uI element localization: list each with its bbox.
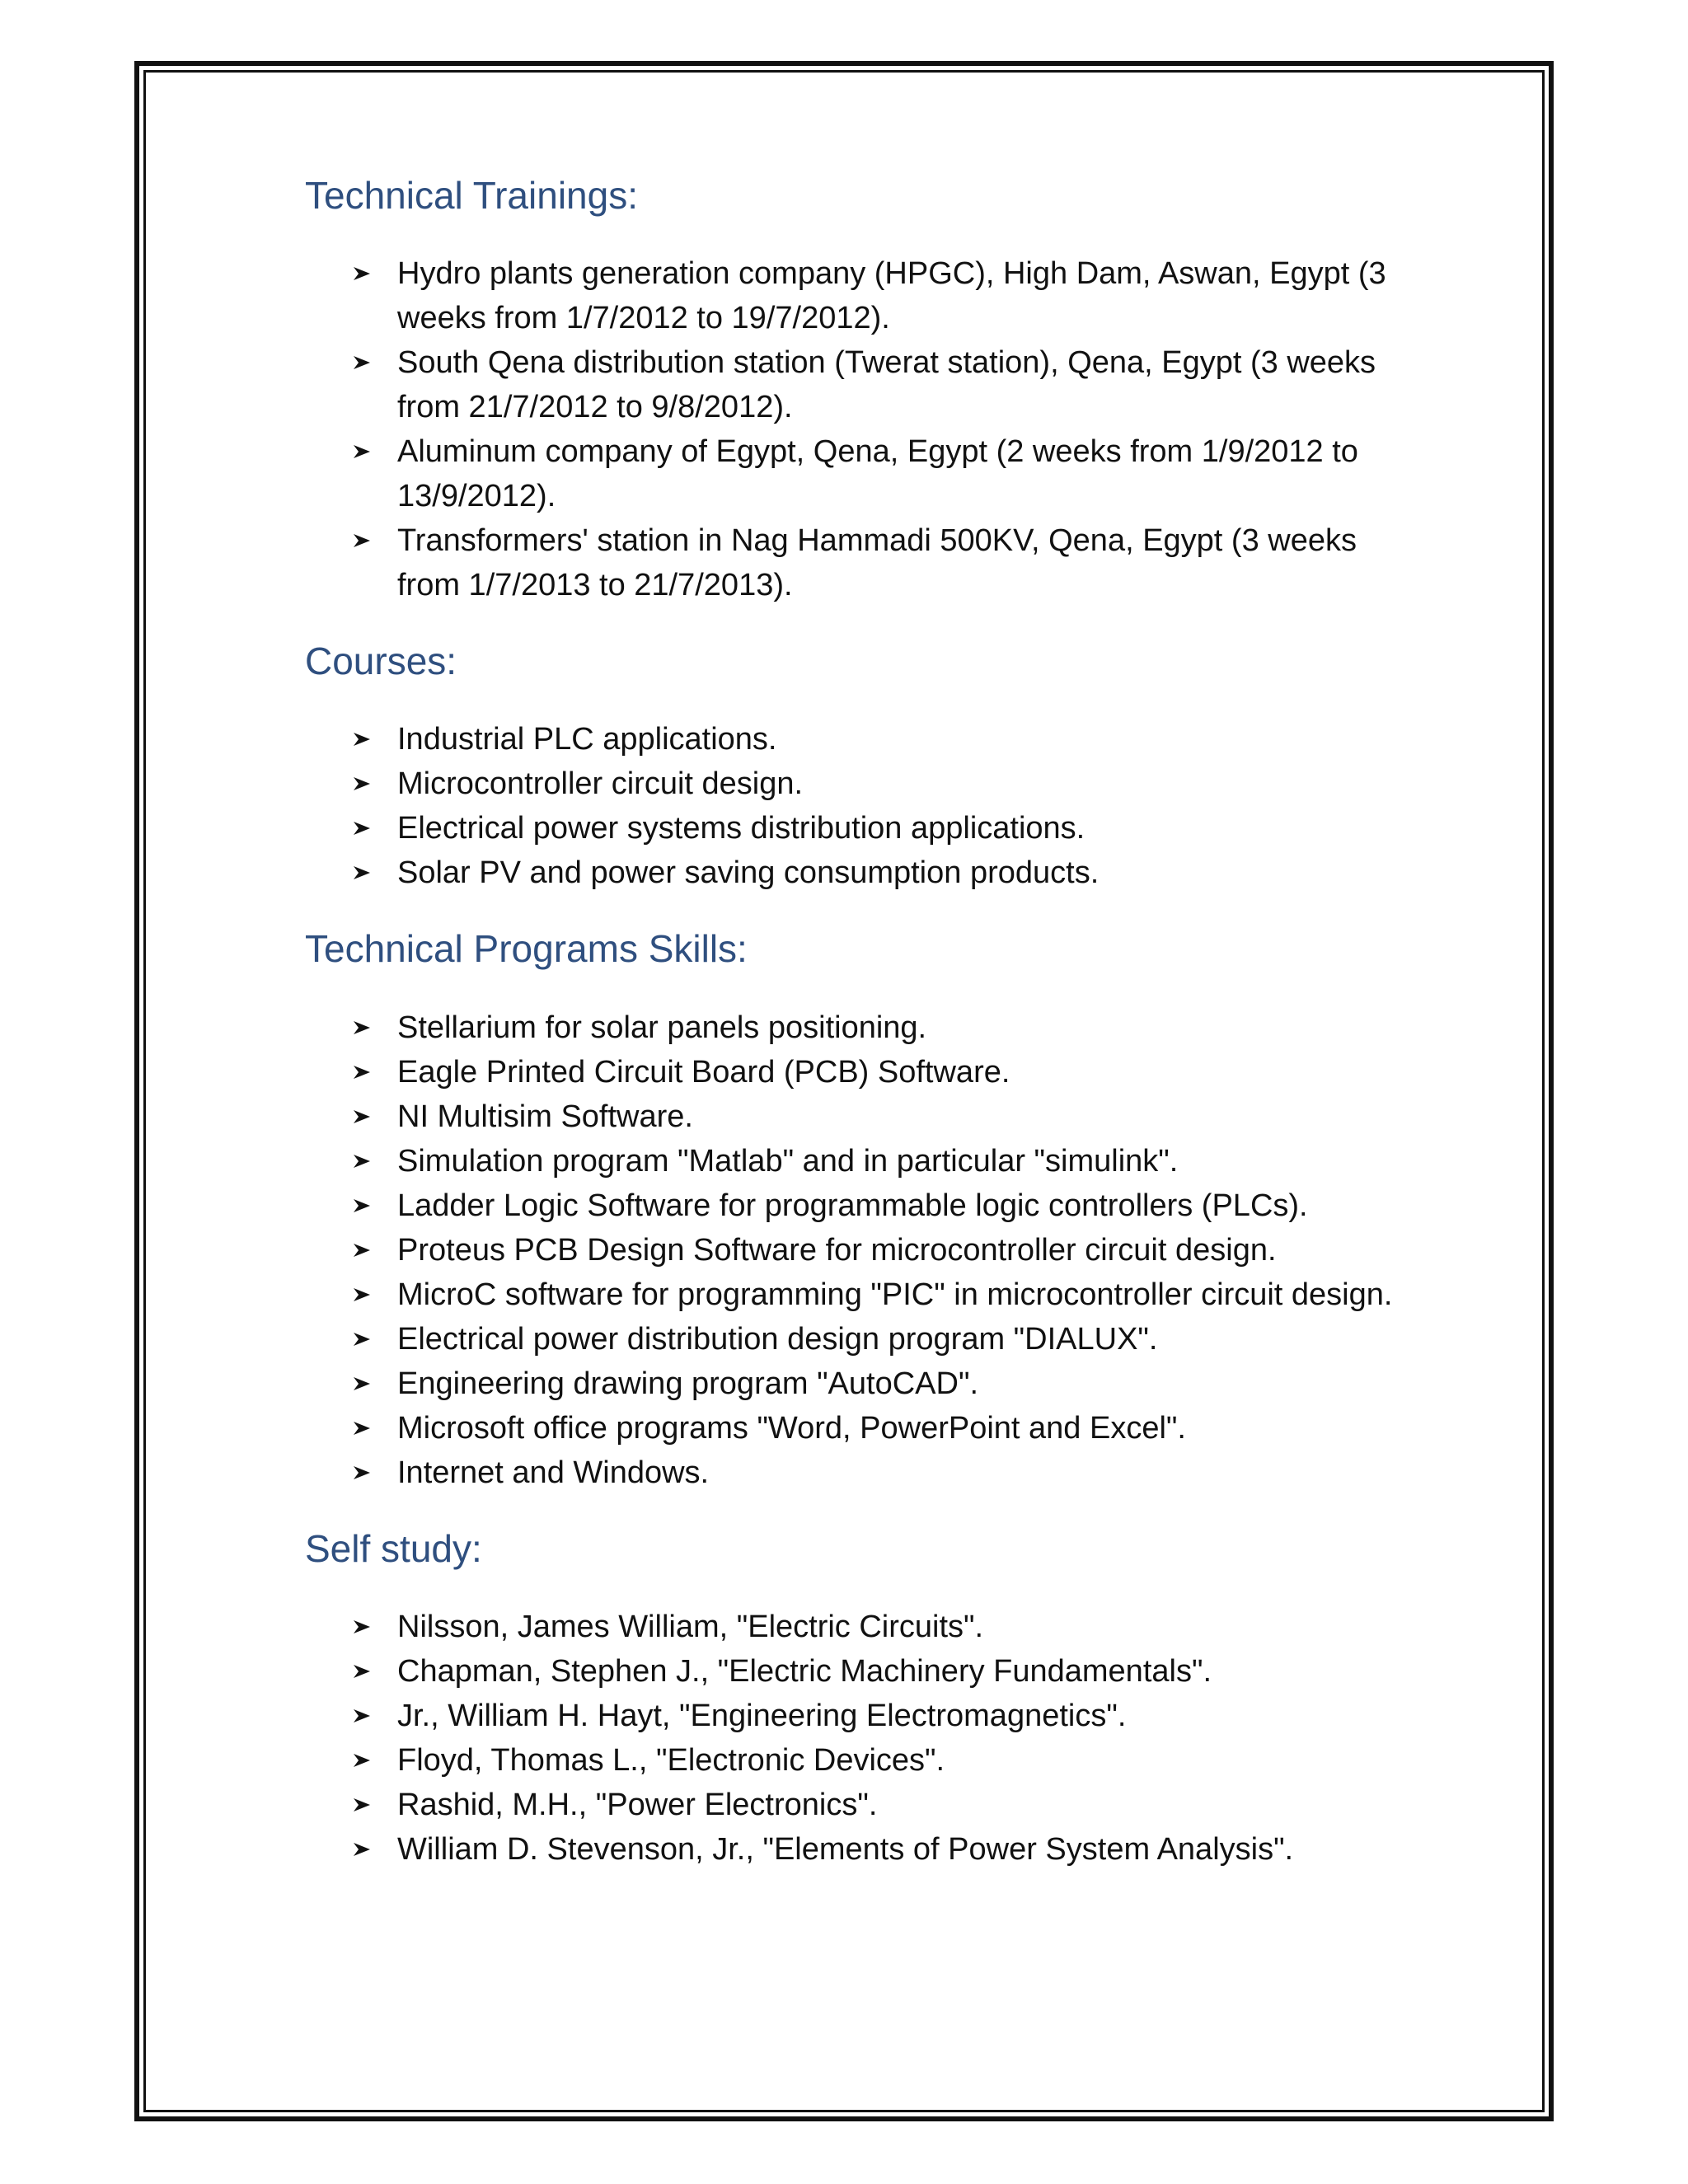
arrow-bullet-icon — [349, 851, 374, 895]
list-item-text: Ladder Logic Software for programmable logic controllers (PLCs). — [397, 1188, 1308, 1223]
courses-section — [305, 639, 1409, 895]
arrow-bullet-icon — [349, 1694, 374, 1738]
list-item-text: Simulation program "Matlab" and in particular "simulink". — [397, 1143, 1179, 1179]
list-item-text: Industrial PLC applications. — [397, 722, 777, 757]
list-item — [397, 717, 1409, 762]
arrow-bullet-icon — [349, 1361, 374, 1406]
technical-programs-skills-heading: Technical Programs Skills: — [305, 927, 748, 971]
list-item-text: South Qena distribution station (Twerat station), Qena, Egypt (3 weeks from 21/7/2012 to 9/8/2012). — [397, 345, 1376, 425]
list-item — [397, 1050, 1409, 1094]
list-item-text: Internet and Windows. — [397, 1455, 710, 1490]
list-item — [397, 1605, 1409, 1649]
technical-trainings-heading: Technical Trainings: — [305, 174, 638, 217]
list-item-text: Electrical power distribution design program "DIALUX". — [397, 1321, 1158, 1357]
arrow-bullet-icon — [349, 1228, 374, 1272]
technical-programs-skills-section — [305, 926, 1409, 1494]
list-item — [397, 429, 1409, 518]
arrow-bullet-icon — [349, 806, 374, 851]
list-item-text: Microcontroller circuit design. — [397, 766, 804, 802]
arrow-bullet-icon — [349, 1272, 374, 1317]
arrow-bullet-icon — [349, 1649, 374, 1694]
technical-trainings-section — [305, 173, 1409, 607]
list-item — [397, 1139, 1409, 1183]
list-item-text: Nilsson, James William, "Electric Circuits". — [397, 1609, 984, 1644]
list-item-text: Hydro plants generation company (HPGC), High Dam, Aswan, Egypt (3 weeks from 1/7/2012 to 19/7/2012). — [397, 256, 1386, 336]
list-item-text: William D. Stevenson, Jr., "Elements of Power System Analysis". — [397, 1831, 1294, 1867]
list-item — [397, 1451, 1409, 1495]
list-item — [397, 1406, 1409, 1451]
list-item — [397, 806, 1409, 851]
self-study-heading: Self study: — [305, 1526, 482, 1570]
arrow-bullet-icon — [349, 251, 374, 296]
list-item — [397, 340, 1409, 429]
list-item-text: Transformers' station in Nag Hammadi 500KV, Qena, Egypt (3 weeks from 1/7/2013 to 21/7/2013). — [397, 523, 1357, 603]
arrow-bullet-icon — [349, 1827, 374, 1872]
technical-programs-skills-list — [305, 1005, 1409, 1495]
technical-trainings-list — [305, 251, 1409, 607]
arrow-bullet-icon — [349, 1183, 374, 1228]
list-item — [397, 1827, 1409, 1872]
arrow-bullet-icon — [349, 1005, 374, 1050]
list-item — [397, 762, 1409, 806]
arrow-bullet-icon — [349, 1139, 374, 1183]
list-item-text: Aluminum company of Egypt, Qena, Egypt (2 weeks from 1/9/2012 to 13/9/2012). — [397, 434, 1358, 514]
list-item-text: Eagle Printed Circuit Board (PCB) Software. — [397, 1054, 1010, 1090]
list-item — [397, 1649, 1409, 1694]
list-item — [397, 1183, 1409, 1228]
arrow-bullet-icon — [349, 1317, 374, 1361]
list-item — [397, 1005, 1409, 1050]
self-study-list — [305, 1605, 1409, 1872]
list-item — [397, 1272, 1409, 1317]
list-item — [397, 1361, 1409, 1406]
list-item-text: Electrical power systems distribution applications. — [397, 811, 1085, 846]
list-item-text: Solar PV and power saving consumption products. — [397, 855, 1100, 891]
arrow-bullet-icon — [349, 1406, 374, 1451]
arrow-bullet-icon — [349, 1050, 374, 1094]
list-item — [397, 1094, 1409, 1139]
list-item-text: Stellarium for solar panels positioning. — [397, 1010, 927, 1045]
list-item — [397, 1228, 1409, 1272]
arrow-bullet-icon — [349, 1451, 374, 1495]
list-item — [397, 251, 1409, 340]
list-item-text: Chapman, Stephen J., "Electric Machinery Fundamentals". — [397, 1653, 1212, 1689]
arrow-bullet-icon — [349, 762, 374, 806]
list-item — [397, 1317, 1409, 1361]
list-item — [397, 1783, 1409, 1827]
list-item — [397, 851, 1409, 895]
list-item-text: Floyd, Thomas L., "Electronic Devices". — [397, 1742, 945, 1778]
self-study-section — [305, 1526, 1409, 1872]
list-item-text: MicroC software for programming "PIC" in microcontroller circuit design. — [397, 1277, 1393, 1312]
list-item-text: Engineering drawing program "AutoCAD". — [397, 1366, 979, 1401]
list-item — [397, 1694, 1409, 1738]
arrow-bullet-icon — [349, 1783, 374, 1827]
list-item-text: Proteus PCB Design Software for microcontroller circuit design. — [397, 1232, 1277, 1268]
list-item-text: Rashid, M.H., "Power Electronics". — [397, 1787, 878, 1822]
arrow-bullet-icon — [349, 518, 374, 563]
list-item — [397, 1738, 1409, 1783]
list-item-text: Jr., William H. Hayt, "Engineering Electromagnetics". — [397, 1698, 1127, 1733]
list-item — [397, 518, 1409, 607]
list-item-text: NI Multisim Software. — [397, 1099, 693, 1134]
arrow-bullet-icon — [349, 1094, 374, 1139]
arrow-bullet-icon — [349, 1605, 374, 1649]
courses-heading: Courses: — [305, 640, 457, 683]
list-item-text: Microsoft office programs "Word, PowerPoint and Excel". — [397, 1410, 1186, 1446]
arrow-bullet-icon — [349, 717, 374, 762]
courses-list — [305, 717, 1409, 895]
arrow-bullet-icon — [349, 429, 374, 474]
document-content — [305, 173, 1409, 1903]
arrow-bullet-icon — [349, 1738, 374, 1783]
arrow-bullet-icon — [349, 340, 374, 385]
